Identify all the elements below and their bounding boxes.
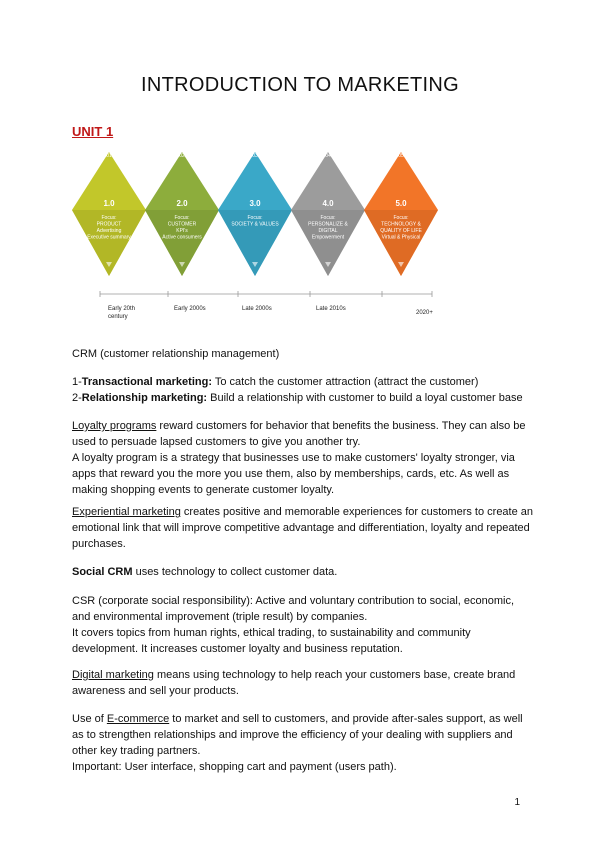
transactional-term: Transactional marketing:: [81, 376, 212, 388]
stage-focus-line: TECHNOLOGY &: [381, 221, 421, 228]
stage-focus-line: DIGITAL: [318, 228, 338, 234]
page-number: 1: [514, 797, 520, 808]
ecommerce-term: E-commerce: [106, 713, 170, 725]
timeline-label: Early 20th: [108, 306, 136, 312]
csr-paragraph: [72, 593, 534, 657]
csr-text-2: It covers topics from human rights, ethical trading, to sustainability and community development. It increases customer loyalty and business reputation.: [72, 627, 471, 655]
loyalty-term: Loyalty programs: [72, 420, 157, 432]
experiential-term: Experiential marketing: [72, 506, 181, 518]
ecommerce-text: to market and sell to customers, and provide after-sales support, as well as to strengthen relationships and improve the efficiency of your dealing with suppliers and other key trading partners.: [72, 713, 523, 757]
stage-focus-line: Virtual & Physical: [381, 234, 421, 241]
experiential-paragraph: [72, 504, 534, 552]
stage-focus-line: Focus:: [320, 215, 336, 221]
stage-version: 3.0: [249, 199, 261, 208]
ecommerce-prefix: Use of: [72, 713, 107, 725]
stage-number: 03: [252, 153, 258, 159]
stage-focus-line: Focus:: [174, 215, 190, 221]
experiential-text: creates positive and memorable experiences for customers to create an emotional link that will improve competitive advantage and differentiation, loyalty and repeated purchases.: [72, 506, 534, 550]
timeline-label: Late 2000s: [242, 306, 272, 312]
social-crm-term: Social CRM: [72, 566, 133, 578]
stage-version: 1.0: [103, 199, 115, 208]
csr-text: CSR (corporate social responsibility): Active and voluntary contribution to social, economic, and environmental improvement (triple result) by companies.: [72, 595, 515, 623]
loyalty-paragraph: [72, 418, 534, 498]
ecommerce-important: Important: User interface, shopping cart and payment (users path).: [72, 761, 397, 773]
transactional-item: [72, 374, 534, 390]
marketing-evolution-graphic: [70, 144, 450, 330]
timeline-label: Late 2010s: [316, 306, 346, 312]
stage-focus-line: QUALITY OF LIFE: [380, 228, 422, 234]
page-title: INTRODUCTION TO MARKETING: [141, 74, 459, 96]
relationship-term: Relationship marketing:: [81, 392, 208, 404]
stage-focus-line: KPI's: [176, 228, 188, 234]
stage-focus-line: SOCIETY & VALUES: [231, 221, 279, 228]
stage-focus-line: Empowerment: [311, 234, 345, 241]
stage-focus-line: Focus:: [247, 215, 263, 221]
ecommerce-paragraph: [72, 711, 534, 775]
stage-focus-line: Executive summary: [87, 234, 131, 241]
social-crm-text: uses technology to collect customer data.: [132, 566, 338, 578]
timeline-label: 2020+: [416, 310, 433, 316]
relationship-item: [72, 390, 534, 406]
stage-version: 4.0: [322, 199, 334, 208]
digital-paragraph: [72, 667, 534, 699]
loyalty-text-2: A loyalty program is a strategy that businesses use to make customers' loyalty stronger, via apps that reward you the more you use them, also by memberships, cards, etc. As well as making shopping events to generate customer loyalty.: [72, 452, 515, 496]
timeline-label: Early 2000s: [174, 306, 206, 312]
unit-heading: UNIT 1: [72, 124, 114, 139]
stage-focus-line: Focus:: [101, 215, 117, 221]
stage-version: 2.0: [176, 199, 188, 208]
stage-focus-line: Active consumers: [162, 234, 202, 241]
digital-text: means using technology to help reach your customers base, create brand awareness and sell your products.: [72, 669, 516, 697]
stage-number: 02: [179, 153, 185, 159]
timeline-label: century: [108, 314, 128, 320]
item-number: 1-: [72, 376, 82, 388]
loyalty-text: reward customers for behavior that benefits the business. They can also be used to persuade lapsed customers to give you another try.: [72, 420, 526, 448]
stage-version: 5.0: [395, 199, 407, 208]
digital-term: Digital marketing: [72, 669, 154, 681]
social-crm-paragraph: [72, 564, 534, 580]
relationship-text: Build a relationship with customer to build a loyal customer base: [207, 392, 523, 404]
stage-number: 01: [106, 153, 112, 159]
marketing-evolution-diagram: [70, 144, 450, 330]
stage-focus-line: CUSTOMER: [167, 221, 197, 228]
stage-focus-line: PRODUCT: [96, 221, 122, 228]
stage-focus-line: PERSONALIZE &: [308, 221, 348, 228]
transactional-text: To catch the customer attraction (attract the customer): [212, 376, 479, 388]
stage-focus-line: Focus:: [393, 215, 409, 221]
crm-line: CRM (customer relationship management): [72, 348, 280, 360]
stage-number: 05: [398, 153, 404, 159]
stage-number: 04: [325, 153, 331, 159]
stage-focus-line: Advertising: [96, 228, 122, 234]
item-number: 2-: [72, 392, 82, 404]
